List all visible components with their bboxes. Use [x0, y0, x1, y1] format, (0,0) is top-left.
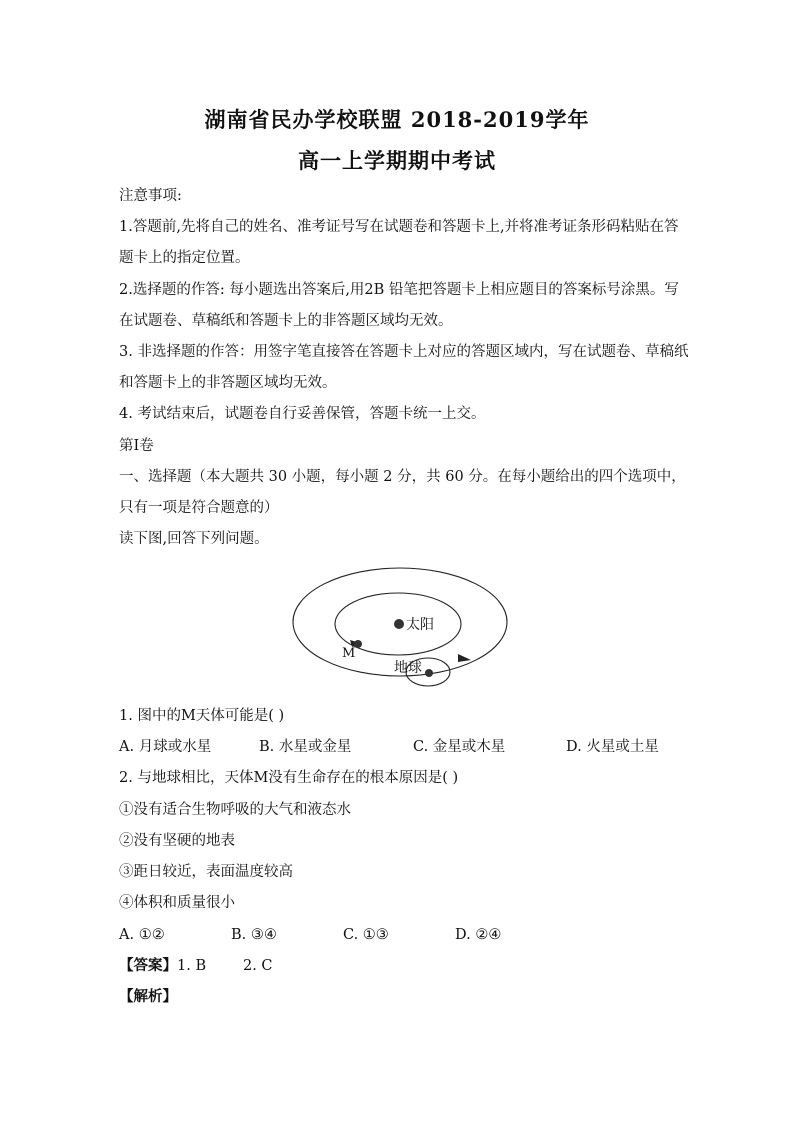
question-2-stem: 2. 与地球相比，天体M没有生命存在的根本原因是( )	[119, 770, 459, 786]
notice-line: 2.选择题的作答: 每小题选出答案后,用2B 铅笔把答题卡上相应题目的答案标号涂黑。写	[119, 282, 679, 298]
volume-label: 第Ⅰ卷	[119, 438, 154, 454]
question-1-stem: 1. 图中的M天体可能是( )	[119, 708, 285, 724]
q1-option-b: B. 水星或金星	[259, 739, 352, 755]
q2-item: ①没有适合生物呼吸的大气和液态水	[119, 802, 351, 818]
document-title: 湖南省民办学校联盟 2018-2019学年	[204, 107, 590, 132]
q2-option-c: C. ①③	[343, 927, 389, 943]
q1-option-d: D. 火星或土星	[566, 739, 659, 755]
q2-item: ④体积和质量很小	[119, 895, 235, 911]
q1-option-a: A. 月球或水星	[119, 739, 212, 755]
answer-value: 1. B 2. C	[177, 958, 273, 974]
notice-line: 在试题卷、草稿纸和答题卡上的非答题区域均无效。	[119, 313, 453, 329]
orbit-figure	[290, 562, 510, 690]
analysis-label: 【解析】	[119, 988, 177, 1005]
m-label: M	[342, 646, 356, 661]
notice-line: 和答题卡上的非答题区域均无效。	[119, 375, 337, 391]
earth-dot	[425, 669, 433, 677]
notice-line: 4. 考试结束后，试题卷自行妥善保管，答题卡统一上交。	[119, 406, 486, 422]
earth-label: 地球	[394, 660, 422, 676]
q2-option-a: A. ①②	[119, 927, 165, 943]
answer-label: 【答案】	[119, 957, 177, 974]
section-heading: 一、选择题（本大题共 30 小题，每小题 2 分，共 60 分。在每小题给出的四个选项中，	[119, 469, 686, 485]
q2-option-b: B. ③④	[231, 927, 277, 943]
answer-line	[119, 956, 273, 976]
notice-line: 1.答题前,先将自己的姓名、准考证号写在试题卷和答题卡上,并将准考证条形码粘贴在答	[119, 219, 679, 235]
instruction: 读下图,回答下列问题。	[119, 531, 269, 547]
sun-dot	[394, 619, 404, 629]
notice-line: 题卡上的指定位置。	[119, 250, 250, 266]
document-subtitle: 高一上学期期中考试	[298, 148, 496, 173]
q2-item: ③距日较近，表面温度较高	[119, 864, 293, 880]
q1-option-c: C. 金星或木星	[413, 739, 506, 755]
section-heading-cont: 只有一项是符合题意的）	[119, 500, 279, 516]
notice-heading: 注意事项:	[119, 188, 182, 204]
q2-option-d: D. ②④	[455, 927, 502, 943]
orbit-arrow	[458, 654, 471, 662]
notice-line: 3. 非选择题的作答：用签字笔直接答在答题卡上对应的答题区域内，写在试题卷、草稿纸	[119, 344, 689, 360]
q2-item: ②没有坚硬的地表	[119, 833, 235, 849]
sun-label: 太阳	[406, 617, 434, 633]
